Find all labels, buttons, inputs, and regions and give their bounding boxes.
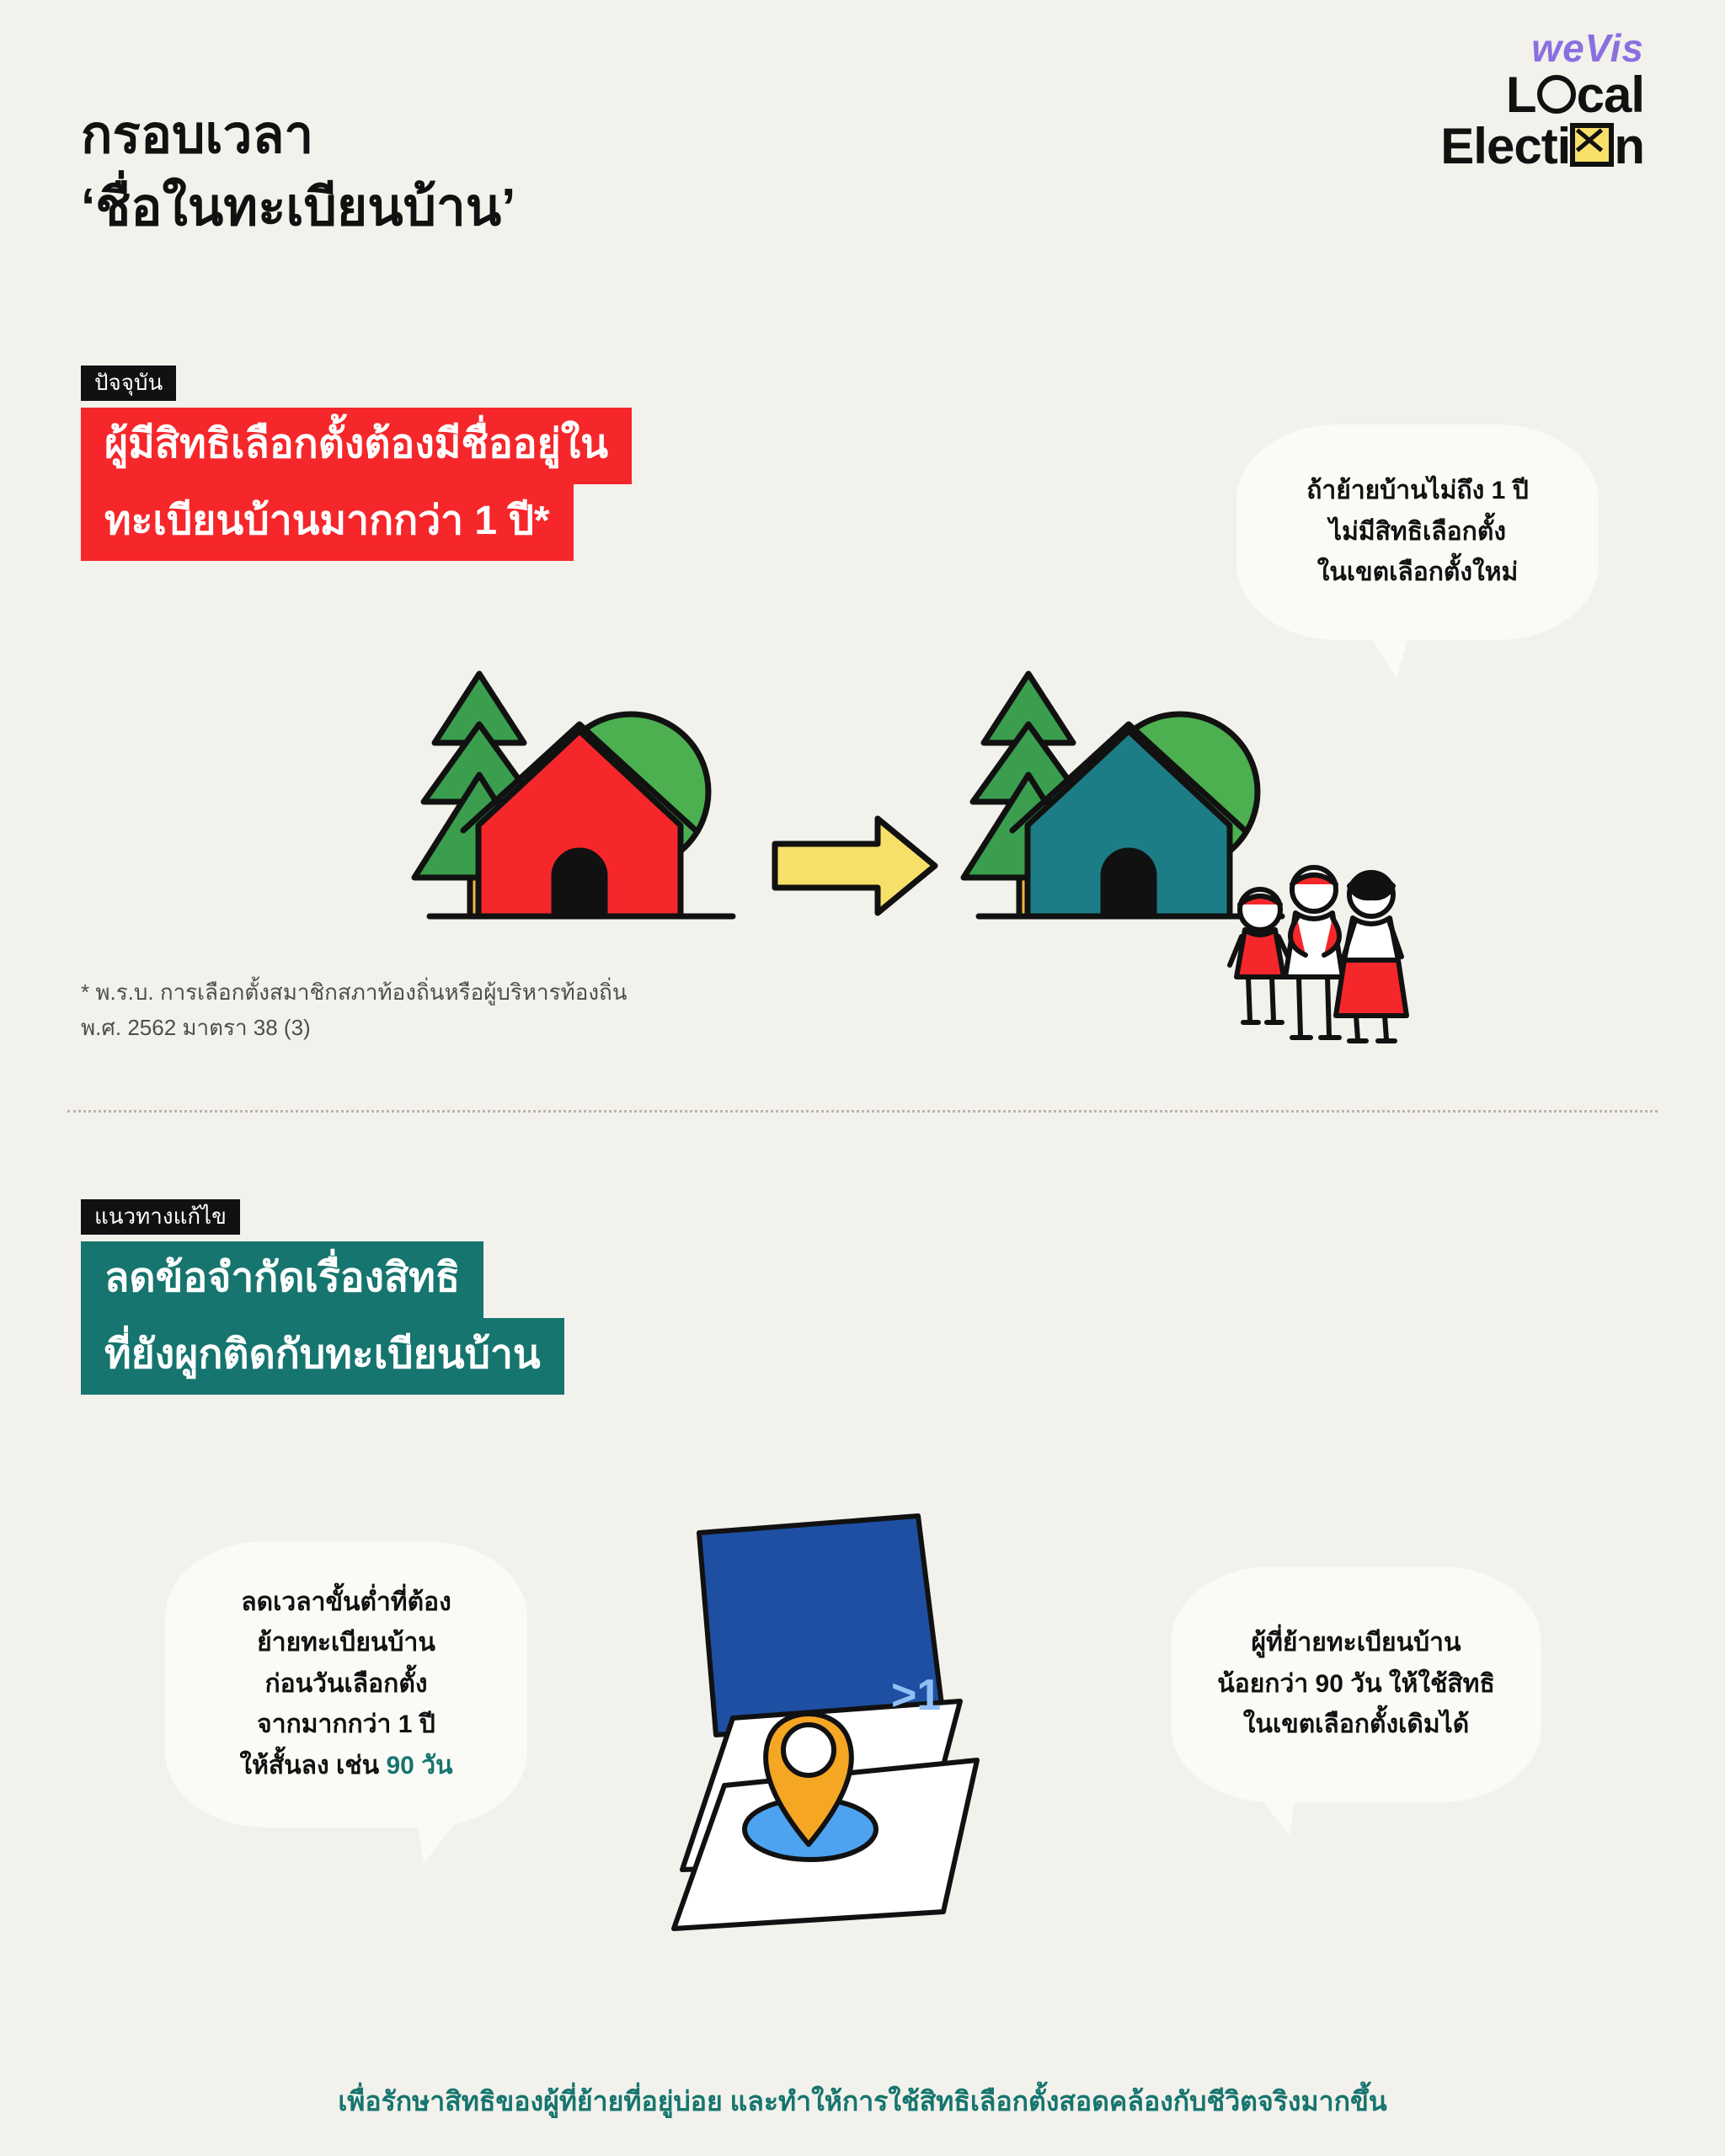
current-headline-line2: ทะเบียนบ้านมากกว่า 1 ปี*: [81, 484, 574, 561]
logo-election-prefix: Electi: [1440, 118, 1571, 175]
current-bubble-line2: ไม่มีสิทธิเลือกตั้ง: [1328, 517, 1506, 546]
logo-election-suffix: n: [1614, 118, 1644, 175]
two-houses-illustration: [379, 665, 1423, 1141]
logo-local-prefix: L: [1505, 67, 1536, 123]
current-bubble-line1: ถ้าย้ายบ้านไม่ถึง 1 ปี: [1306, 477, 1529, 505]
current-footnote-line2: พ.ศ. 2562 มาตรา 38 (3): [81, 1014, 311, 1040]
current-footnote: [81, 975, 839, 1045]
brand-logo: [1366, 26, 1644, 175]
logo-wevis-text: weVis: [1531, 26, 1644, 70]
solution-right-speech-bubble: [1171, 1566, 1541, 1802]
solution-left-bubble-line3: ก่อนวันเลือกตั้ง: [264, 1669, 428, 1698]
current-bubble-line3: ในเขตเลือกตั้งใหม่: [1316, 558, 1519, 587]
page-title: [81, 99, 515, 243]
circle-o-icon: [1537, 75, 1576, 114]
section-tag-solution: แนวทางแก้ไข: [81, 1199, 240, 1235]
section-tag-current: ปัจจุบัน: [81, 366, 176, 401]
solution-right-bubble-line3: ในเขตเลือกตั้งเดิมได้: [1242, 1710, 1470, 1739]
solution-right-bubble-line2: น้อยกว่า 90 วัน ให้ใช้สิทธิ: [1217, 1669, 1495, 1698]
solution-left-bubble-line5: [239, 1746, 452, 1787]
solution-left-bubble-line5-pre: ให้สั้นลง เช่น: [239, 1751, 387, 1780]
solution-left-bubble-line4: จากมากกว่า 1 ปี: [257, 1710, 435, 1739]
solution-left-bubble-line1: ลดเวลาขั้นต่ำที่ต้อง: [241, 1588, 451, 1616]
solution-headline-line2: ที่ยังผูกติดกับทะเบียนบ้าน: [81, 1318, 564, 1395]
logo-local-text: [1366, 67, 1644, 123]
current-speech-bubble: [1236, 424, 1599, 640]
current-footnote-line1: * พ.ร.บ. การเลือกตั้งสมาชิกสภาท้องถิ่นหรือผู้บริหารท้องถิ่น: [81, 979, 628, 1005]
solution-headline: [81, 1241, 564, 1395]
speech-bubble-tail-icon: [1258, 1786, 1309, 1840]
solution-left-bubble-line5-accent: 90 วัน: [386, 1751, 453, 1780]
solution-left-speech-bubble: [165, 1541, 527, 1828]
solution-headline-line1: ลดข้อจำกัดเรื่องสิทธิ: [81, 1241, 483, 1318]
bottom-caption: เพื่อรักษาสิทธิของผู้ที่ย้ายที่อยู่บ่อย และทำให้การใช้สิทธิเลือกตั้งสอดคล้องกับชีวิตจริงมากขึ้น: [338, 2086, 1387, 2116]
section-divider: [67, 1110, 1658, 1113]
logo-election-text: [1366, 118, 1644, 175]
current-headline: [81, 408, 632, 561]
solution-right-bubble-line1: ผู้ที่ย้ายทะเบียนบ้าน: [1251, 1629, 1461, 1657]
solution-left-bubble-line2: ย้ายทะเบียนบ้าน: [257, 1629, 435, 1657]
ballot-box-x-icon: [1570, 123, 1614, 167]
logo-local-suffix: cal: [1576, 67, 1644, 123]
current-headline-line1: ผู้มีสิทธิเลือกตั้งต้องมีชื่ออยู่ใน: [81, 408, 632, 484]
page-title-line1: กรอบเวลา: [81, 106, 314, 164]
page-title-line2: ‘ชื่อในทะเบียนบ้าน’: [81, 178, 516, 237]
map-illustration: [665, 1508, 1061, 1967]
speech-bubble-tail-icon: [404, 1813, 455, 1869]
map-label: >1: [891, 1671, 942, 1720]
